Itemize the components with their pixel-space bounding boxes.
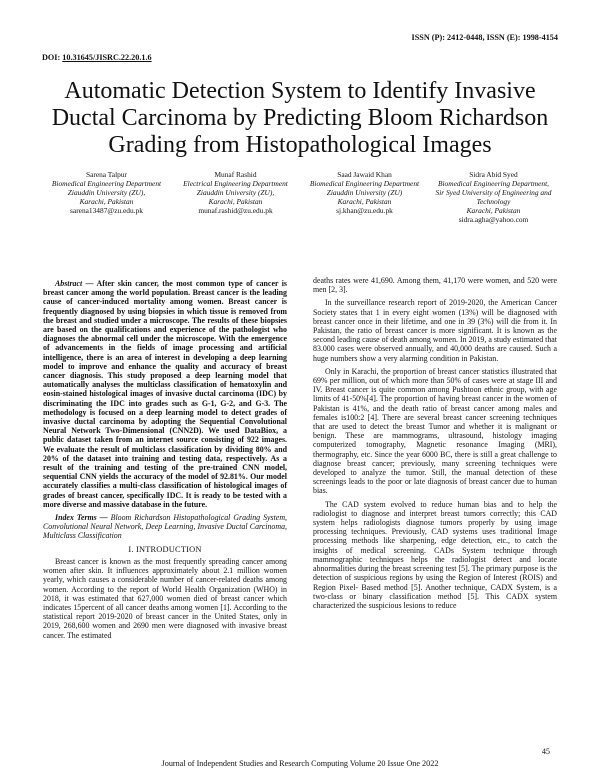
doi-label: DOI: [42,53,61,62]
author-1 [42,170,171,252]
author-location: Karachi, Pakistan [208,197,263,206]
right-column [313,276,557,614]
author-email: sarena13487@zu.edu.pk [70,206,143,215]
author-email: munaf.rashid@zu.edu.pk [198,206,273,215]
author-email: sj.khan@zu.edu.pk [336,206,393,215]
body-paragraph: Breast cancer is known as the most frequently spreading cancer among women after skin. It influences approximately about 2.1 million women yearly, which causes a considerable number of cancer-related deaths among women. According to the report of World Health Organization (WHO) in 2018, it was estimated that 627,000 women died of breast cancer which indicates 15percent of all cancer deaths among women [1]. According to the statistical report 2019-2020 of breast cancer in the United States, only in 2019, 268,600 women and 2690 men were diagnosed with invasive breast cancer. The estimated [43,556,287,640]
author-4 [429,170,558,252]
author-organization: Sir Syed University of Engineering and Technology [435,188,552,206]
left-column [43,279,287,644]
doi-line [42,53,152,62]
section-heading-introduction: I. INTRODUCTION [128,544,202,554]
author-name: Saad Jawaid Khan [337,170,392,179]
abstract [43,279,287,509]
author-department: Electrical Engineering Department [183,179,288,188]
author-2 [171,170,300,252]
abstract-lead: Abstract — [55,279,94,288]
author-block [42,170,558,252]
paper-title: Automatic Detection System to Identify Invasive Ductal Carcinoma by Predicting Bloom Richardson Grading from Histopathological Images [51,78,549,158]
author-organization: Ziauddin University (ZU) [326,188,403,197]
doi-link[interactable]: 10.31645/JISRC.22.20.1.6 [62,53,152,62]
author-organization: Ziauddin University (ZU), [67,188,146,197]
author-email: sidra.agha@yahoo.com [458,215,529,224]
abstract-text: After skin cancer, the most common type of cancer is breast cancer among the world population. Breast cancer is the leading cause of cancer-induced mortality among women. Breast cancer is frequently diagnosed by using biopsies in which tissue is removed from the breast and studied under a microscope. The results of these biopsies are based on the qualifications and experience of the pathologist who diagnoses the abnormal cell under the microscope. With the emergence of advancements in the fields of image processing and artificial intelligence, there is an area of interest in developing a deep learning model to improve and enhance the quality and accuracy of breast cancer diagnosis. This study proposed a deep learning model that automatically analyses the multiclass classification of hematoxylin and eosin-stained histological images of invasive ductal carcinoma (IDC) by discriminating the IDC into grades such as G-1, G-2, and G-3. The methodology is focused on a deep learning model to detect grades of invasive ductal carcinoma by adopting the Sequential Convolutional Neural Network Two-Dimensional (CNN2D). We used DataBiox, a public dataset taken from an internet source consisting of 922 images. We evaluate the result of multiclass classification by dividing 80% and 20% of the dataset into training and testing data, respectively. As a result of the training and testing of the pre-trained CNN model, sequential CNN yields the accuracy of the model of 92.81%. Our model accurately classifies a multi-class classification of histological images of grades of breast cancer, specifically IDC. It is ready to be tested with a more diverse and massive database in the future. [43,279,287,509]
author-department: Biomedical Engineering Department, [437,179,550,188]
author-department: Biomedical Engineering Department [309,179,420,188]
author-location: Karachi, Pakistan [79,197,134,206]
page-number: 45 [541,747,550,756]
author-3 [300,170,429,252]
body-paragraph: deaths rates were 41,690. Among them, 41,170 were women, and 520 were men [2, 3]. [313,276,557,295]
body-paragraph: Only in Karachi, the proportion of breast cancer statistics illustrated that 69% per million, out of which more than 50% of cases were at stage III and IV. Breast cancer is quite common among Pushtoon ethnic group, with age limits of 41-50%[4]. The proportion of having breast cancer in the women of Pakistan is 41%, and the death ratio of breast cancer among males and females is100:2 [4]. There are several breast cancer screening techniques that are used to detect the breast Tumor and whether it is malignant or benign. These are mammograms, ultrasound, histology imaging computerized tomography, Magnetic resonance Imaging (MRI), thermography, etc. Since the year 6000 BC, there is still a great challenge to diagnose breast cancer; previously, many screening techniques were developed to analyze the tumor. Still, the manual detection of these screenings leads to the poor or late diagnosis of breast cancer due to human bias. [313,366,557,496]
author-location: Karachi, Pakistan [337,197,392,206]
author-location: Karachi, Pakistan [466,206,521,215]
body-paragraph: In the surveillance research report of 2019-2020, the American Cancer Society states that 1 in every eight women (13%) will be diagnosed with breast cancer once in their lifetime, and one in 39 (3%) will die from it. In Pakistan, the ratio of breast cancer is more significant. It is known as the second leading cause of death among women. In 2019, a study estimated that 83.000 cases were observed annually, and 40,000 deaths are caused. Such a huge numbers show a very alarming condition in Pakistan. [313,298,557,363]
issn-line: ISSN (P): 2412-0448, ISSN (E): 1998-4154 [411,33,558,42]
author-organization: Ziauddin University (ZU), [196,188,275,197]
index-terms [43,513,287,541]
body-paragraph: The CAD system evolved to reduce human bias and to help the radiologist to diagnose and interpret breast tumors correctly; this CAD system helps radiologists diagnose tumors properly by using image processing techniques. Previously, CAD systems uses traditional Image processing methods like sharpening, edge detection, etc., to catch the insights of medical screening. CADs System technique through mammographic techniques helps the radiologist detect and locate abnormalities during the breast screening test [5]. The primary purpose is the detection of suspicious regions by using the Region of Interest (ROIS) and Region Pixel- Based method [5]. Another technique, CADX System, is a two-class or binary classification method [5]. This CADX system characterized the suspicious lesions to reduce [313,499,557,610]
journal-footer: Journal of Independent Studies and Research Computing Volume 20 Issue One 2022 [161,759,439,768]
index-terms-text: Bloom Richardson Histopathological Grading System, Convolutional Neural Network, Deep Learning, Invasive Ductal Carcinoma, Multiclass Classification [43,513,287,541]
author-name: Munaf Rashid [214,170,257,179]
author-department: Biomedical Engineering Department [51,179,162,188]
author-name: Sarena Talpur [85,170,127,179]
author-name: Sidra Abid Syed [469,170,518,179]
index-terms-lead: Index Terms — [55,513,108,523]
